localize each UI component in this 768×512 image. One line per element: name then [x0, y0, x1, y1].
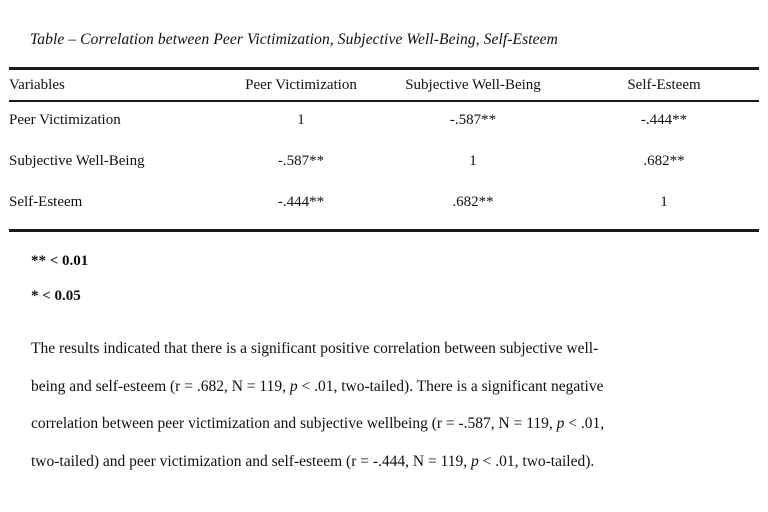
- row-label: Self-Esteem: [9, 194, 83, 210]
- column-header-peer-victimization: Peer Victimization: [245, 76, 357, 93]
- table-cell: 1: [469, 153, 477, 169]
- row-label: Subjective Well-Being: [9, 153, 145, 169]
- row-label: Peer Victimization: [9, 112, 121, 128]
- paragraph-line-2: [31, 368, 741, 406]
- results-paragraph: [31, 330, 741, 480]
- table-bottom-rule: [9, 229, 759, 232]
- paragraph-line-2-part-b: < .01, two-tailed). There is a significant negative: [297, 377, 604, 395]
- paragraph-line-4: [31, 443, 741, 481]
- column-header-self-esteem: Self-Esteem: [627, 76, 701, 93]
- table-title: Table – Correlation between Peer Victimization, Subjective Well-Being, Self-Esteem: [30, 31, 558, 48]
- p-value-symbol: p: [471, 452, 479, 470]
- table-header-row: [9, 70, 759, 100]
- column-header-variables: Variables: [9, 76, 65, 93]
- table-cell: .682**: [643, 153, 685, 169]
- paragraph-line-4-part-a: two-tailed) and peer victimization and self-esteem (r = -.444, N = 119,: [31, 452, 472, 470]
- paragraph-line-1: The results indicated that there is a significant positive correlation between subjective well-: [31, 340, 599, 357]
- paragraph-line-4-part-b: < .01, two-tailed).: [478, 452, 595, 470]
- paragraph-line-3-part-a: correlation between peer victimization and subjective wellbeing (r = -.587, N = 119,: [31, 415, 557, 432]
- p-value-symbol: p: [289, 377, 298, 395]
- table-cell: -.444**: [640, 112, 688, 128]
- column-header-subjective-well-being: Subjective Well-Being: [405, 76, 541, 93]
- paragraph-line-3-part-b: < .01,: [564, 415, 605, 432]
- paragraph-line-2-part-a: being and self-esteem (r = .682, N = 119,: [31, 377, 290, 395]
- table-row: [9, 141, 759, 182]
- paragraph-line-3: [31, 405, 741, 443]
- table-cell: 1: [660, 194, 668, 210]
- table-cell: -.587**: [277, 153, 325, 169]
- footnote-p-005: * < 0.05: [31, 288, 81, 304]
- correlation-table: [9, 70, 759, 223]
- table-cell: .682**: [452, 194, 494, 210]
- footnote-p-001: ** < 0.01: [31, 253, 89, 269]
- table-cell: -.444**: [277, 194, 325, 210]
- table-row: [9, 182, 759, 223]
- table-cell: 1: [297, 112, 305, 128]
- table-row: [9, 100, 759, 141]
- table-cell: -.587**: [449, 112, 497, 128]
- p-value-symbol: p: [556, 415, 565, 432]
